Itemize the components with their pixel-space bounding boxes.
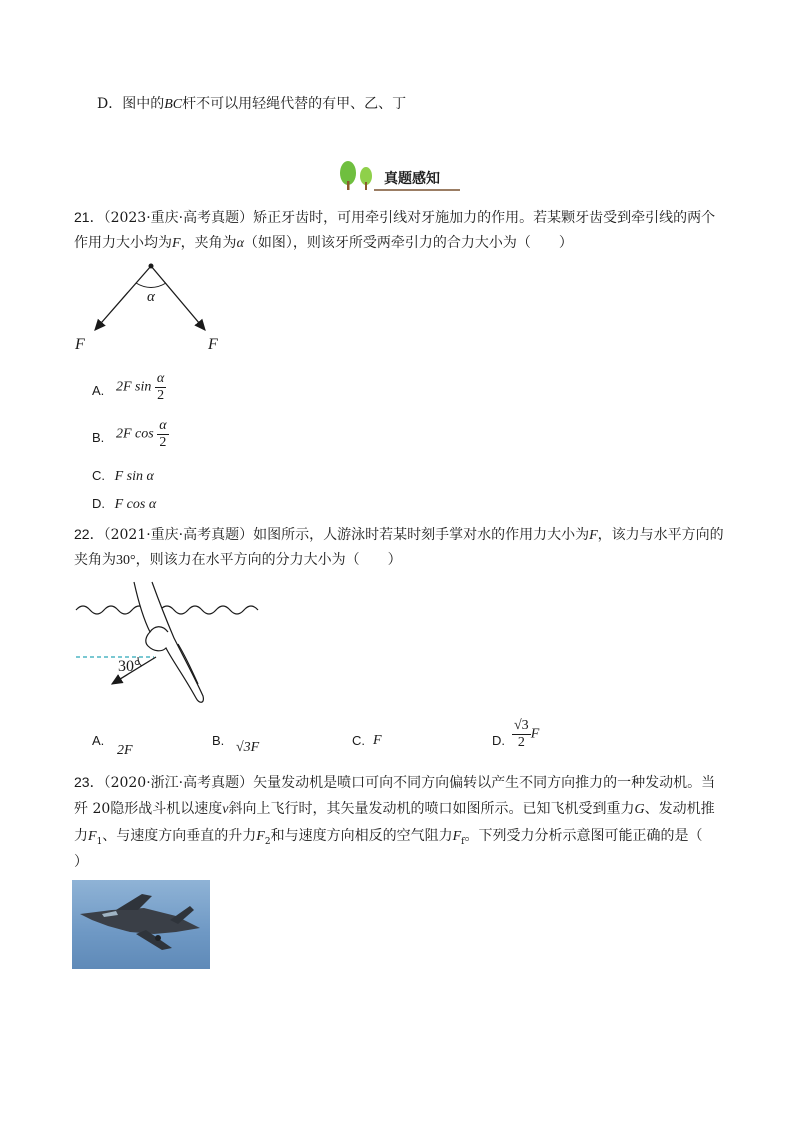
- q22-option-d-num: √3: [514, 718, 529, 733]
- q21-option-b-coef: 2F cos: [116, 426, 154, 442]
- q23-var-G: G: [634, 802, 645, 817]
- q21-option-c-expr: F sin α: [114, 469, 154, 484]
- q21-option-b-num: α: [159, 418, 167, 433]
- q22-option-c-expr: F: [373, 733, 382, 748]
- q23-text-3b: 、与速度方向垂直的升力: [102, 828, 257, 844]
- q23-line3: [74, 826, 703, 852]
- q23-text-3c: 和与速度方向相反的空气阻力: [270, 828, 453, 844]
- q22-option-d-tail: F: [530, 726, 540, 742]
- q21-option-a[interactable]: [92, 373, 104, 409]
- q21-option-d[interactable]: [92, 496, 156, 513]
- q22-line1: [74, 524, 724, 546]
- q21-option-b-den: 2: [159, 435, 167, 450]
- q22-number: 22．: [74, 526, 104, 542]
- q23-line2: [74, 799, 715, 820]
- q22-text-1b: ，该力与水平方向的: [597, 527, 724, 543]
- q21-option-a-num: α: [156, 371, 165, 386]
- q23-text-2b: 斜向上飞行时，其矢量发动机的喷口如图所示。已知飞机受到重力: [228, 801, 635, 817]
- q21-line1: [74, 207, 715, 228]
- prev-question-option-d: [97, 94, 406, 115]
- q22-option-b-label: B.: [212, 733, 225, 748]
- q22-var-F: F: [589, 528, 598, 543]
- q22-option-d-frac: [512, 718, 531, 751]
- q23-text-1: 矢量发动机是喷口可向不同方向偏转以产生不同方向推力的一种发动机。当: [253, 775, 716, 791]
- q22-swimming-diagram: [72, 580, 262, 710]
- q23-line1: [74, 772, 715, 793]
- q21-left-force-arrow: [95, 266, 151, 330]
- q22-line2: [74, 550, 402, 571]
- q21-option-b[interactable]: [92, 420, 104, 456]
- q23-number: 23．: [74, 774, 104, 790]
- q21-option-b-frac: [157, 418, 168, 451]
- q22-source: （2021·重庆·高考真题）: [103, 527, 254, 543]
- q22-option-b[interactable]: [212, 733, 224, 748]
- q22-option-a[interactable]: [92, 733, 104, 748]
- prev-option-d-prefix: D．图中的: [97, 96, 165, 112]
- q21-number: 21．: [74, 209, 104, 225]
- q21-text-2b: ，夹角为: [180, 235, 237, 251]
- q21-fig-F-left: F: [75, 336, 85, 353]
- q22-text-2a: 夹角为: [74, 552, 116, 568]
- q23-line4: ）: [74, 854, 88, 870]
- q21-option-c[interactable]: [92, 468, 154, 485]
- q21-fig-F-right: F: [208, 336, 218, 353]
- q21-text-2a: 作用力大小均为: [74, 235, 172, 251]
- q21-source: （2023·重庆·高考真题）: [103, 210, 254, 226]
- q21-fig-alpha: α: [147, 289, 155, 305]
- q22-option-c[interactable]: [352, 733, 365, 748]
- q22-option-a-label: A.: [92, 733, 105, 748]
- prev-option-d-var: BC: [164, 97, 183, 112]
- q21-option-a-den: 2: [157, 388, 165, 403]
- q22-option-d-expr: [512, 718, 539, 751]
- tree-icon: [340, 161, 372, 190]
- fighter-jet-icon: [72, 880, 210, 969]
- q21-option-d-label: D.: [92, 496, 105, 511]
- q23-var-Ff: F: [452, 829, 462, 844]
- q21-var-alpha: α: [236, 236, 244, 251]
- q22-angle: 30°: [116, 553, 136, 568]
- q21-line2: [74, 233, 573, 254]
- q21-var-F: F: [172, 236, 181, 251]
- q21-option-b-label: B.: [92, 430, 105, 445]
- q22-option-d-label: D.: [492, 733, 505, 748]
- q23-text-2a: 歼 20隐形战斗机以速度: [74, 801, 223, 817]
- q23-var-v: v: [222, 802, 229, 817]
- q22-text-2b: ，则该力在水平方向的分力大小为（ ）: [135, 552, 402, 568]
- q21-option-a-label: A.: [92, 383, 105, 398]
- q22-fig-angle: 30°: [118, 658, 141, 675]
- q22-option-b-expr: √3F: [236, 740, 260, 755]
- q23-fighter-jet-photo: [72, 880, 210, 969]
- prev-option-d-suffix: 杆不可以用轻绳代替的有甲、乙、丁: [182, 96, 407, 112]
- q21-option-a-frac: [155, 371, 166, 404]
- q21-option-a-coef: 2F sin: [116, 379, 152, 395]
- q21-option-d-expr: F cos α: [114, 497, 157, 512]
- q22-option-d[interactable]: [492, 733, 505, 748]
- q22-water-wave: [76, 606, 258, 614]
- q22-text-1a: 如图所示，人游泳时若某时刻手掌对水的作用力大小为: [253, 527, 590, 543]
- q23-var-F1: F: [88, 829, 97, 844]
- q23-text-3a: 力: [74, 828, 88, 844]
- q22-option-a-expr: 2F: [117, 743, 133, 758]
- q21-option-b-expr: [116, 418, 169, 451]
- section-title: 真题感知: [384, 171, 440, 187]
- q21-right-force-arrow: [151, 266, 205, 330]
- q21-text-2c: （如图），则该牙所受两牵引力的合力大小为（ ）: [243, 235, 573, 251]
- q23-text-3d: 。下列受力分析示意图可能正确的是（: [464, 828, 703, 844]
- q23-var-F2: F: [256, 829, 265, 844]
- q23-text-2c: 、发动机推: [644, 801, 715, 817]
- q22-option-c-label: C.: [352, 733, 365, 748]
- q23-var-F2-sub: 2: [264, 836, 271, 847]
- q21-option-c-label: C.: [92, 468, 105, 483]
- q23-var-F1-sub: 1: [96, 836, 103, 847]
- q22-option-d-den: 2: [517, 735, 525, 750]
- q21-option-a-expr: [116, 371, 166, 404]
- q23-var-Ff-sub: f: [461, 836, 465, 847]
- q21-text-1: 矫正牙齿时，可用牵引线对牙施加力的作用。若某颗牙齿受到牵引线的两个: [253, 210, 716, 226]
- q23-source: （2020·浙江·高考真题）: [103, 775, 254, 791]
- q22-hand-outline: [134, 582, 203, 702]
- q21-force-diagram: [70, 258, 250, 358]
- q21-angle-arc: [136, 283, 166, 288]
